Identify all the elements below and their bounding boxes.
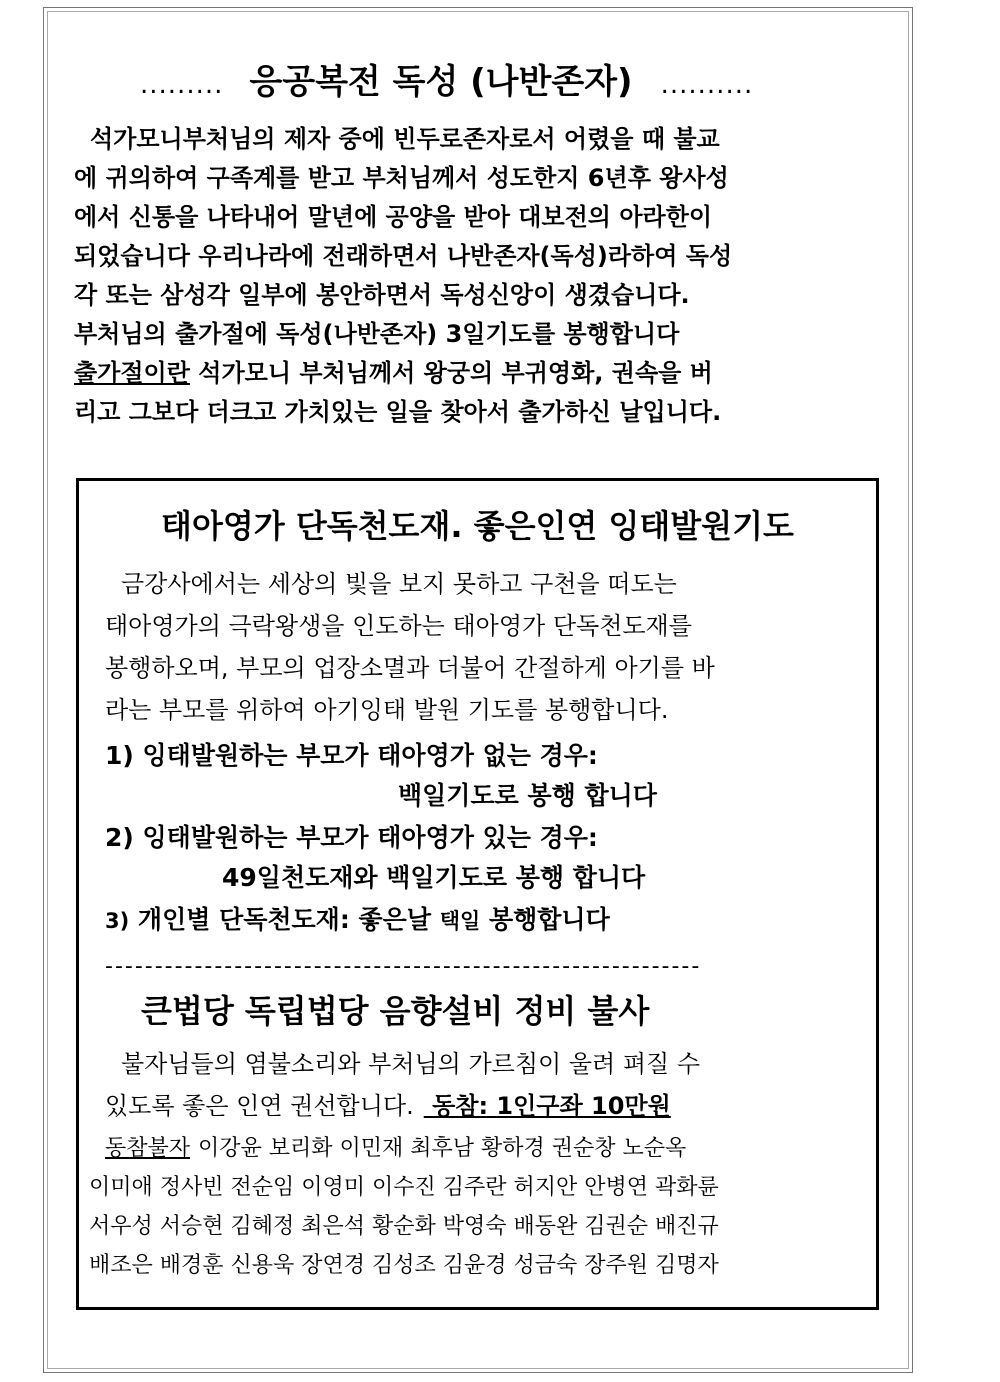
box-body — [105, 563, 851, 731]
intro-line: 에 귀의하여 구족계를 받고 부처님께서 성도한지 6년후 왕사성 — [74, 164, 729, 192]
section2-line: 불자님들의 염불소리와 부처님의 가르침이 울려 펴질 수 — [121, 1050, 701, 1078]
box-title: 태아영가 단독천도재. 좋은인연 잉태발원기도 — [161, 507, 794, 545]
intro-line — [74, 354, 886, 393]
list-item-2: 2) 잉태발원하는 부모가 태아영가 있는 경우: — [105, 823, 598, 852]
donor-line: 이미애 정사빈 전순임 이영미 이수진 김주란 허지안 안병연 곽화륜 — [89, 1175, 719, 1200]
intro-line: 리고 그보다 더크고 가치있는 일을 찾아서 출가하신 날입니다. — [74, 398, 722, 426]
intro-line-rest: 석가모니 부처님께서 왕궁의 부귀영화, 권속을 버 — [189, 359, 713, 387]
section2-line — [105, 1085, 845, 1127]
donor-list — [89, 1129, 859, 1285]
box-body-line: 봉행하오며, 부모의 업장소멸과 더불어 간절하게 아기를 바 — [105, 654, 715, 682]
donor-line: 서우성 서승현 김혜정 최은석 황순화 박영숙 배동완 김권순 배진규 — [89, 1214, 719, 1239]
list-item-3 — [105, 900, 610, 936]
intro-line: 되었습니다 우리나라에 전래하면서 나반존자(독성)라하여 독성 — [74, 242, 733, 270]
dashed-divider: ------------------------------------------------------------ — [105, 954, 702, 979]
section2-title: 큰법당 독립법당 음향설비 정비 불사 — [141, 992, 650, 1030]
list-item-1: 1) 잉태발원하는 부모가 태아영가 없는 경우: — [105, 741, 598, 770]
title-text: 응공복전 독성 (나반존자) — [249, 62, 633, 102]
section2-body — [105, 1043, 845, 1127]
list-item-2-detail: 49일천도재와 백일기도로 봉행 합니다 — [222, 863, 646, 892]
list-item-3-text: 개인별 단독천도재: 좋은날 — [129, 905, 440, 934]
donor-line — [89, 1129, 859, 1168]
list-item-3-number: 3) — [105, 909, 130, 933]
donation-amount: 동참: 1인구좌 10만원 — [423, 1092, 671, 1120]
donor-label: 동참불자 — [105, 1136, 191, 1161]
intro-paragraph — [74, 120, 886, 432]
intro-line: 각 또는 삼성각 일부에 봉안하면서 독성신앙이 생겼습니다. — [74, 281, 690, 309]
list-item-1-detail: 백일기도로 봉행 합니다 — [398, 781, 657, 810]
box-body-line: 라는 부모를 위하여 아기잉태 발원 기도를 봉행합니다. — [105, 696, 669, 724]
box-body-line: 금강사에서는 세상의 빛을 보지 못하고 구천을 떠도는 — [121, 570, 677, 598]
list-item-3-end: 봉행합니다 — [480, 905, 610, 934]
section2-line-text: 있도록 좋은 인연 권선합니다. — [105, 1092, 414, 1120]
intro-line: 에서 신통을 나타내어 말년에 공양을 받아 대보전의 아라한이 — [74, 203, 713, 231]
intro-line: 석가모니부처님의 제자 중에 빈두로존자로서 어렸을 때 불교 — [90, 125, 720, 153]
intro-line: 부처님의 출가절에 독성(나반존자) 3일기도를 봉행합니다 — [74, 320, 680, 348]
intro-underlined-term: 출가절이란 — [74, 359, 190, 387]
donor-line: 배조은 배경훈 신용욱 장연경 김성조 김윤경 성금숙 장주원 김명자 — [89, 1253, 719, 1278]
title-dots-right: .......... — [660, 70, 754, 100]
box-body-line: 태아영가의 극락왕생을 인도하는 태아영가 단독천도재를 — [105, 612, 692, 640]
notice-box — [76, 478, 879, 1310]
donor-names: 이강윤 보리화 이민재 최후남 황하경 권순창 노순옥 — [198, 1136, 687, 1161]
page-title — [140, 57, 880, 107]
list-item-3-small: 택일 — [439, 909, 481, 933]
title-dots-left: ......... — [140, 70, 224, 100]
